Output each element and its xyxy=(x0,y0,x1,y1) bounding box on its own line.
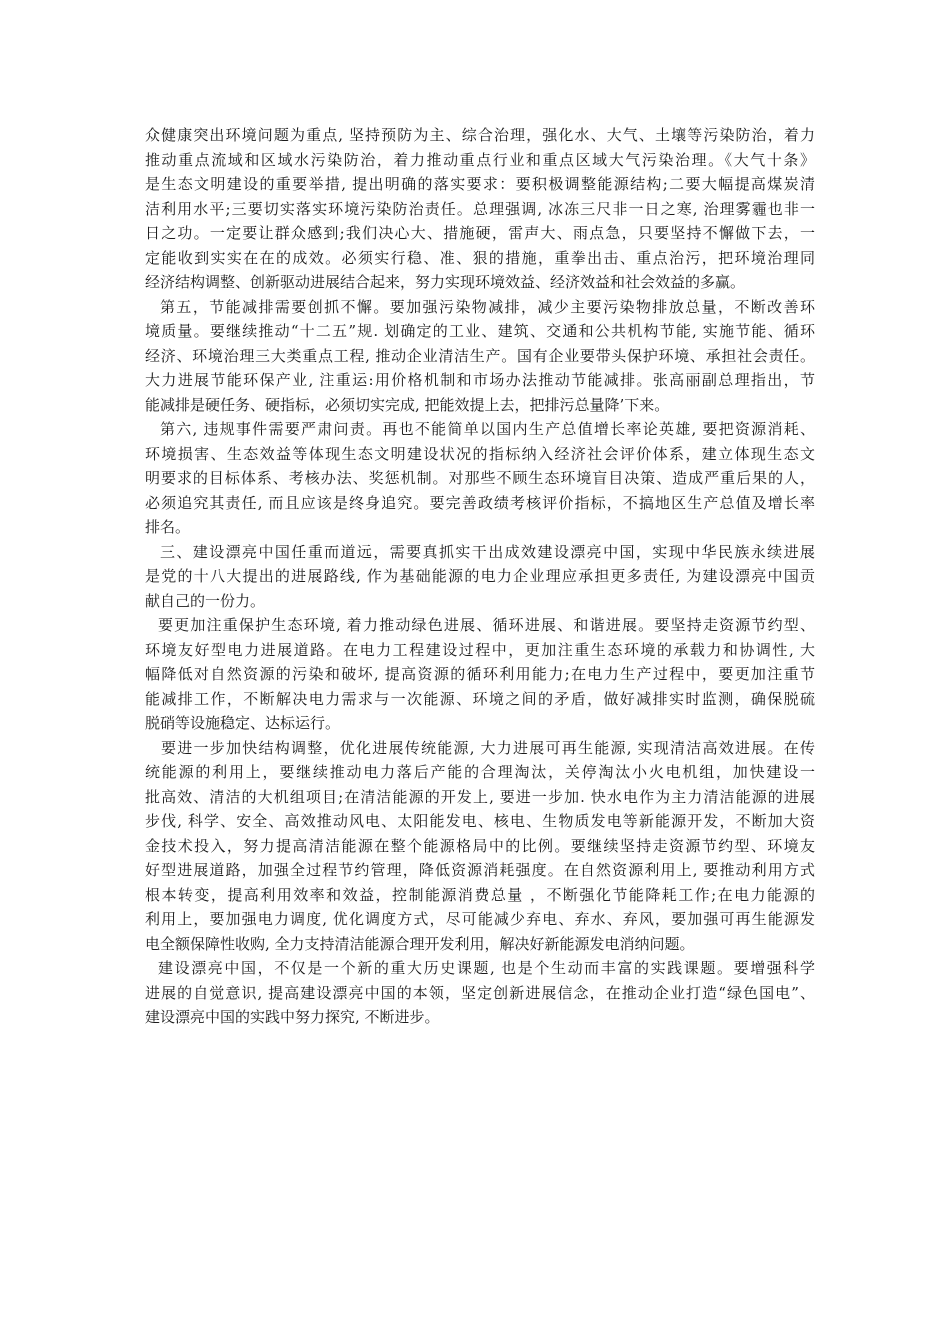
paragraph-start-line: 要更加注重保护生态环境, 着力推动绿色进展、循环进展、和谐进展。要坚持走资源节约型、 xyxy=(158,616,815,634)
text-line: 利用上，要加强电力调度, 优化调度方式，尽可能减少弃电、弃水、弃风，要加强可再生能源发 xyxy=(145,910,815,928)
text-line: 经济结构调整、创新驱动进展结合起来，努力实现环境效益、经济效益和社会效益的多赢。 xyxy=(145,273,746,291)
text-line: 排名。 xyxy=(145,518,191,536)
text-line: 境质量。要继续推动“十二五”规. 划确定的工业、建筑、交通和公共机构节能, 实施节能、循环 xyxy=(145,322,815,340)
text-line: 是生态文明建设的重要举措, 提出明确的落实要求：要积极调整能源结构;二要大幅提高煤炭清 xyxy=(145,175,815,193)
text-line: 洁利用水平;三要切实落实环境污染防治责任。总理强调, 冰冻三尺非一日之寒, 治理雾霾也非一 xyxy=(145,199,815,218)
paragraph-start-line: 三、建设漂亮中国任重而道远，需要真抓实干出成效建设漂亮中国，实现中华民族永续进展 xyxy=(160,542,815,561)
text-line: 好型进展道路，加强全过程节约管理，降低资源消耗强度。在自然资源利用上, 要推动利用方式 xyxy=(145,861,815,879)
document-body xyxy=(145,123,815,1030)
text-line: 是党的十八大提出的进展路线, 作为基础能源的电力企业理应承担更多责任, 为建设漂亮中国贡 xyxy=(145,567,815,585)
text-line: 进展的自觉意识, 提高建设漂亮中国的本领，坚定创新进展信念，在推动企业打造“绿色国电”、 xyxy=(145,983,815,1002)
text-line: 金技术投入，努力提高清洁能源在整个能源格局中的比例。要继续坚持走资源节约型、环境友 xyxy=(145,836,815,855)
text-line: 明要求的目标体系、考核办法、奖惩机制。对那些不顾生态环境盲目决策、造成严重后果的人， xyxy=(145,469,815,487)
text-line: 建设漂亮中国的实践中努力探究, 不断进步。 xyxy=(145,1008,440,1026)
text-line: 根本转变，提高利用效率和效益，控制能源消费总量 ，不断强化节能降耗工作;在电力能源的 xyxy=(145,885,815,904)
paragraph-start-line: 要进一步加快结构调整，优化进展传统能源, 大力进展可再生能源, 实现清洁高效进展。在传 xyxy=(161,738,815,757)
text-line: 日之功。一定要让群众感到;我们决心大、措施硬，雷声大、雨点急，只要坚持不懈做下去，一 xyxy=(145,224,815,242)
text-line: 推动重点流域和区域水污染防治，着力推动重点行业和重点区域大气污染治理。《大气十条》 xyxy=(145,150,815,169)
paragraph-start-line: 第五，节能减排需要创抓不懈。要加强污染物减排，减少主要污染物排放总量，不断改善环 xyxy=(160,297,815,316)
text-line: 电全额保障性收购, 全力支持清洁能源合理开发利用，解决好新能源发电消纳问题。 xyxy=(145,934,695,953)
text-line: 定能收到实实在在的成效。必须实行稳、准、狠的措施，重拳出击、重点治污，把环境治理同 xyxy=(145,248,815,267)
text-line: 统能源的利用上，要继续推动电力落后产能的合理淘汰，关停淘汰小火电机组，加快建设一 xyxy=(145,763,815,781)
text-line: 能减排工作，不断解决电力需求与一次能源、环境之间的矛盾，做好减排实时监测，确保脱硫 xyxy=(145,689,815,708)
paragraph-start-line: 第六, 违规事件需要严肃问责。再也不能简单以国内生产总值增长率论英雄, 要把资源消耗、 xyxy=(160,420,815,438)
text-line: 步伐, 科学、安全、高效推动风电、太阳能发电、核电、生物质发电等新能源开发，不断加大资 xyxy=(145,812,815,830)
text-line: 经济、环境治理三大类重点工程, 推动企业清洁生产。国有企业要带头保护环境、承担社会责任。 xyxy=(145,346,815,365)
text-line: 环境友好型电力进展道路。在电力工程建设过程中，更加注重生态环境的承载力和协调性, 大 xyxy=(145,640,815,659)
text-line: 众健康突出环境问题为重点, 坚持预防为主、综合治理，强化水、大气、土壤等污染防治，着力 xyxy=(145,126,815,144)
text-line: 必须追究其责任, 而且应该是终身追究。要完善政绩考核评价指标，不搞地区生产总值及增长率 xyxy=(145,493,815,512)
text-line: 批高效、清洁的大机组项目;在清洁能源的开发上, 要进一步加. 快水电作为主力清洁能源的进展 xyxy=(145,787,815,806)
text-line: 献自己的一份力。 xyxy=(145,591,266,610)
text-line: 脱硝等设施稳定、达标运行。 xyxy=(145,714,341,732)
text-line: 大力进展节能环保产业, 注重运:用价格机制和市场办法推动节能减排。张高丽副总理指出，节 xyxy=(145,371,815,389)
text-line: 环境损害、生态效益等体现生态文明建设状况的指标纳入经济社会评价体系，建立体现生态文 xyxy=(145,444,815,463)
text-line: 能减排是硬任务、硬指标，必须切实完成, 把能效提上去，把排污总量降’下来。 xyxy=(145,395,670,414)
paragraph-start-line: 建设漂亮中国，不仅是一个新的重大历史课题, 也是个生动而丰富的实践课题。要增强科学 xyxy=(158,959,815,977)
text-line: 幅降低对自然资源的污染和破坏, 提高资源的循环利用能力;在电力生产过程中，要更加注重节 xyxy=(145,665,815,683)
